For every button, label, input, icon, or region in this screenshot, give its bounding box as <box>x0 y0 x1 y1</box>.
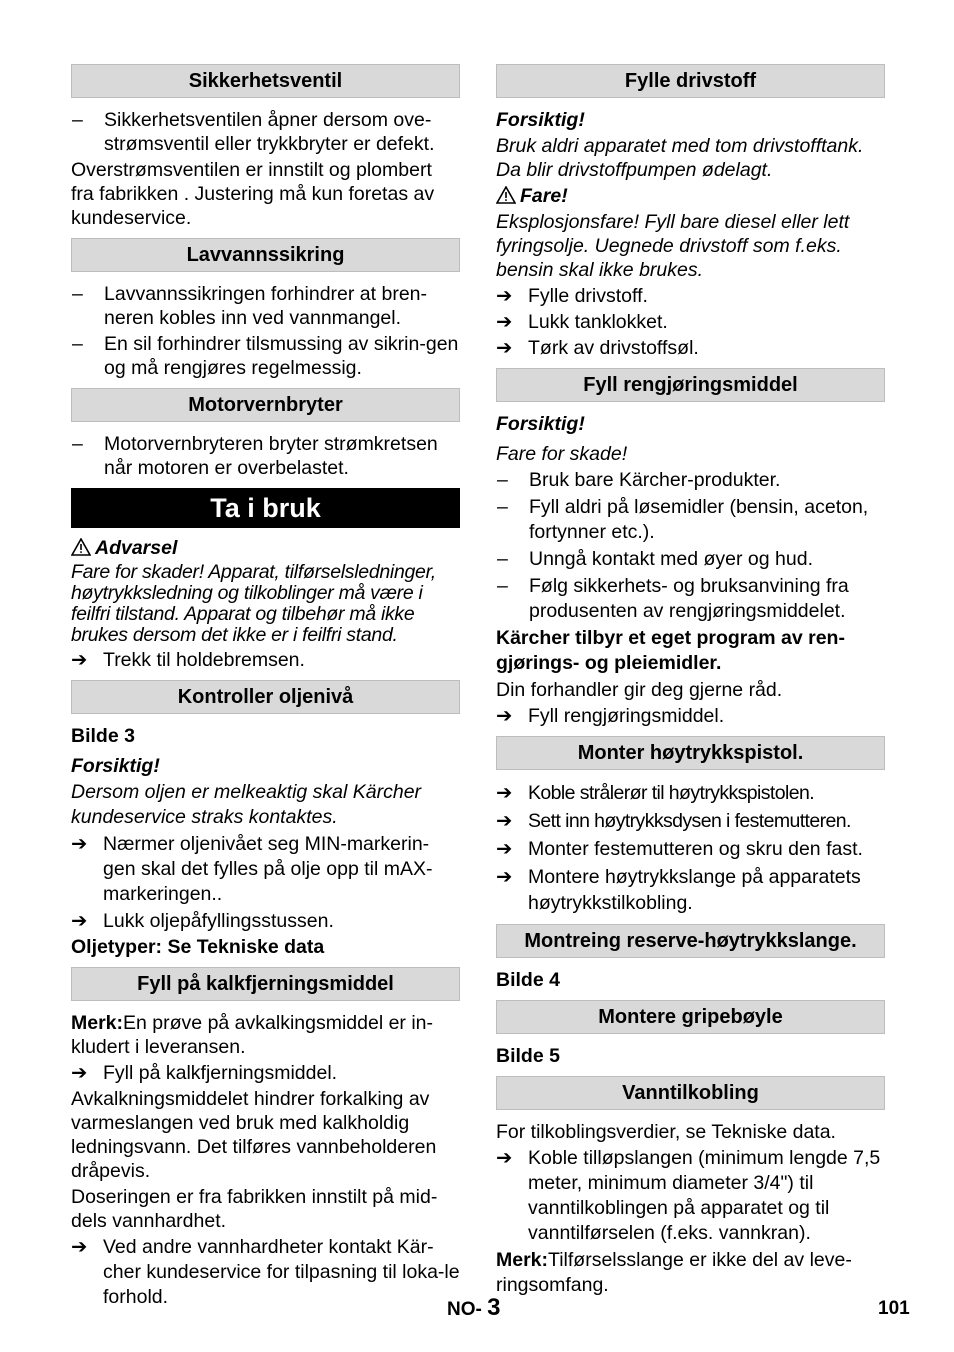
instruction-step: ➔ Koble strålerør til høytrykkspistolen. <box>496 782 815 804</box>
instruction-step: ➔ Tørk av drivstoffsøl. <box>496 337 699 359</box>
arrow-icon: ➔ <box>71 1236 88 1258</box>
list-item: – Bruk bare Kärcher-produkter. <box>497 469 781 491</box>
section-heading-motorvernbryter: Motorvernbryter <box>71 388 460 422</box>
caution-label: Forsiktig! <box>71 755 160 777</box>
list-item: – Unngå kontakt med øyer og hud. <box>497 548 813 570</box>
arrow-icon: ➔ <box>496 838 513 860</box>
warning-label: Advarsel <box>71 536 460 560</box>
instruction-step: ➔ Fyll rengjøringsmiddel. <box>496 705 725 727</box>
instruction-step: ➔ Montere høytrykkslange på apparatets høytrykkstilkobling. <box>496 866 861 914</box>
caution-label: Forsiktig! <box>496 413 585 435</box>
dash-bullet: – <box>497 496 508 518</box>
left-column <box>71 64 460 1312</box>
list-item: – Lavvannssikringen forhindrer at bren-neren kobles inn ved vannmangel. <box>72 283 428 329</box>
dash-bullet: – <box>72 433 83 455</box>
section-heading-reserve-slange: Montreing reserve-høytrykkslange. <box>496 924 885 958</box>
arrow-icon: ➔ <box>496 705 513 727</box>
note: Merk:Tilførselsslange er ikke del av leve-ringsomfang. <box>496 1249 852 1296</box>
paragraph: Avkalkningsmiddelet hindrer forkalking av varmeslangen ved bruk med kalkholdig ledningsvann. Det tilføres vannbeholderen dråpevis. <box>71 1088 437 1182</box>
section-heading-sikkerhetsventil: Sikkerhetsventil <box>71 64 460 98</box>
caution-text: Bruk aldri apparatet med tom drivstofftank. Da blir drivstoffpumpen ødelagt. <box>496 135 864 181</box>
arrow-icon: ➔ <box>71 649 88 671</box>
list-item: – Sikkerhetsventilen åpner dersom ove-strømsventil eller trykkbryter er defekt. <box>72 109 435 155</box>
instruction-step: ➔ Fylle drivstoff. <box>496 285 648 307</box>
arrow-icon: ➔ <box>71 910 88 932</box>
bold-paragraph: Kärcher tilbyr et eget program av ren-gjørings- og pleiemidler. <box>496 627 845 674</box>
section-heading-gripeboyle: Montere gripebøyle <box>496 1000 885 1034</box>
arrow-icon: ➔ <box>496 866 513 888</box>
caution-label: Forsiktig! <box>496 109 585 131</box>
section-heading-kalkfjerning: Fyll på kalkfjerningsmiddel <box>71 967 460 1001</box>
instruction-step: ➔ Lukk tanklokket. <box>496 311 668 333</box>
page-number: 101 <box>878 1298 910 1319</box>
page-section-label: NO- 3 <box>447 1294 501 1321</box>
paragraph: Doseringen er fra fabrikken innstilt på mid-dels vannhardhet. <box>71 1186 438 1232</box>
note: Merk:En prøve på avkalkingsmiddel er in-kludert i leveransen. <box>71 1012 434 1058</box>
dash-bullet: – <box>497 469 508 491</box>
arrow-icon: ➔ <box>496 782 512 804</box>
instruction-step: ➔ Fyll på kalkfjerningsmiddel. <box>71 1062 338 1084</box>
arrow-icon: ➔ <box>71 833 88 855</box>
danger-label: Fare! <box>496 184 885 208</box>
instruction-step: ➔ Trekk til holdebremsen. <box>71 649 305 671</box>
caution-text: Fare for skade! <box>496 443 628 465</box>
arrow-icon: ➔ <box>496 285 513 307</box>
instruction-step: ➔ Nærmer oljenivået seg MIN-markerin-gen skal det fylles på olje opp til mAX-markeringen.. <box>71 833 433 905</box>
warning-triangle-icon <box>71 538 91 556</box>
list-item: – Følg sikkerhets- og bruksanvining fra produsenten av rengjøringsmiddelet. <box>497 575 849 622</box>
right-column <box>496 64 885 1300</box>
arrow-icon: ➔ <box>71 1062 88 1084</box>
dash-bullet: – <box>72 333 83 355</box>
dash-bullet: – <box>72 283 83 305</box>
figure-reference: Bilde 5 <box>496 1045 560 1067</box>
warning-triangle-icon <box>496 186 516 204</box>
paragraph: For tilkoblingsverdier, se Tekniske data. <box>496 1121 836 1143</box>
paragraph: Din forhandler gir deg gjerne råd. <box>496 679 783 701</box>
danger-text: Eksplosjonsfare! Fyll bare diesel eller lett fyringsolje. Uegnede drivstoff som f.eks. bensin skal ikke brukes. <box>496 211 850 281</box>
arrow-icon: ➔ <box>496 1147 513 1169</box>
paragraph: Overstrømsventilen er innstilt og plombert fra fabrikken . Justering må kun foretas av kundeservice. <box>71 159 435 229</box>
arrow-icon: ➔ <box>496 810 512 832</box>
list-item: – En sil forhindrer tilsmussing av sikrin-gen og må rengjøres regelmessig. <box>72 333 459 379</box>
section-heading-rengjoringsmiddel: Fyll rengjøringsmiddel <box>496 368 885 402</box>
chapter-heading-ta-i-bruk: Ta i bruk <box>71 488 460 528</box>
instruction-step: ➔ Lukk oljepåfyllingsstussen. <box>71 910 334 932</box>
section-heading-monter-pistol: Monter høytrykkspistol. <box>496 736 885 770</box>
list-item: – Fyll aldri på løsemidler (bensin, aceton, fortynner etc.). <box>497 496 869 543</box>
section-heading-kontroller-oljeniva: Kontroller oljenivå <box>71 680 460 714</box>
instruction-step: ➔ Koble tilløpslangen (minimum lengde 7,5 meter, minimum diameter 3/4") til vanntilkoblingen på apparatet og til vanntilførselen (f.eks. vannkran). <box>496 1147 881 1244</box>
section-heading-lavvannssikring: Lavvannssikring <box>71 238 460 272</box>
section-heading-fylle-drivstoff: Fylle drivstoff <box>496 64 885 98</box>
caution-text: Dersom oljen er melkeaktig skal Kärcher kundeservice straks kontaktes. <box>71 781 422 828</box>
oil-types-note: Oljetyper: Se Tekniske data <box>71 936 325 958</box>
figure-reference: Bilde 4 <box>496 969 560 991</box>
dash-bullet: – <box>72 109 83 131</box>
figure-reference: Bilde 3 <box>71 725 135 747</box>
instruction-step: ➔ Monter festemutteren og skru den fast. <box>496 838 863 860</box>
section-heading-vanntilkobling: Vanntilkobling <box>496 1076 885 1110</box>
instruction-step: ➔ Sett inn høytrykksdysen i festemutteren. <box>496 810 851 832</box>
arrow-icon: ➔ <box>496 311 513 333</box>
arrow-icon: ➔ <box>496 337 513 359</box>
list-item: – Motorvernbryteren bryter strømkretsen når motoren er overbelastet. <box>72 433 438 479</box>
dash-bullet: – <box>497 575 508 597</box>
instruction-step: ➔ Ved andre vannhardheter kontakt Kär-cher kundeservice for tilpasning til loka-le forhold. <box>71 1236 460 1308</box>
warning-text: Fare for skader! Apparat, tilførselsledninger, høytrykksledning og tilkoblinger må være i feilfri tilstand. Apparat og tilbehør må ikke brukes dersom det ikke er i feilfri stand. <box>71 561 436 646</box>
dash-bullet: – <box>497 548 508 570</box>
